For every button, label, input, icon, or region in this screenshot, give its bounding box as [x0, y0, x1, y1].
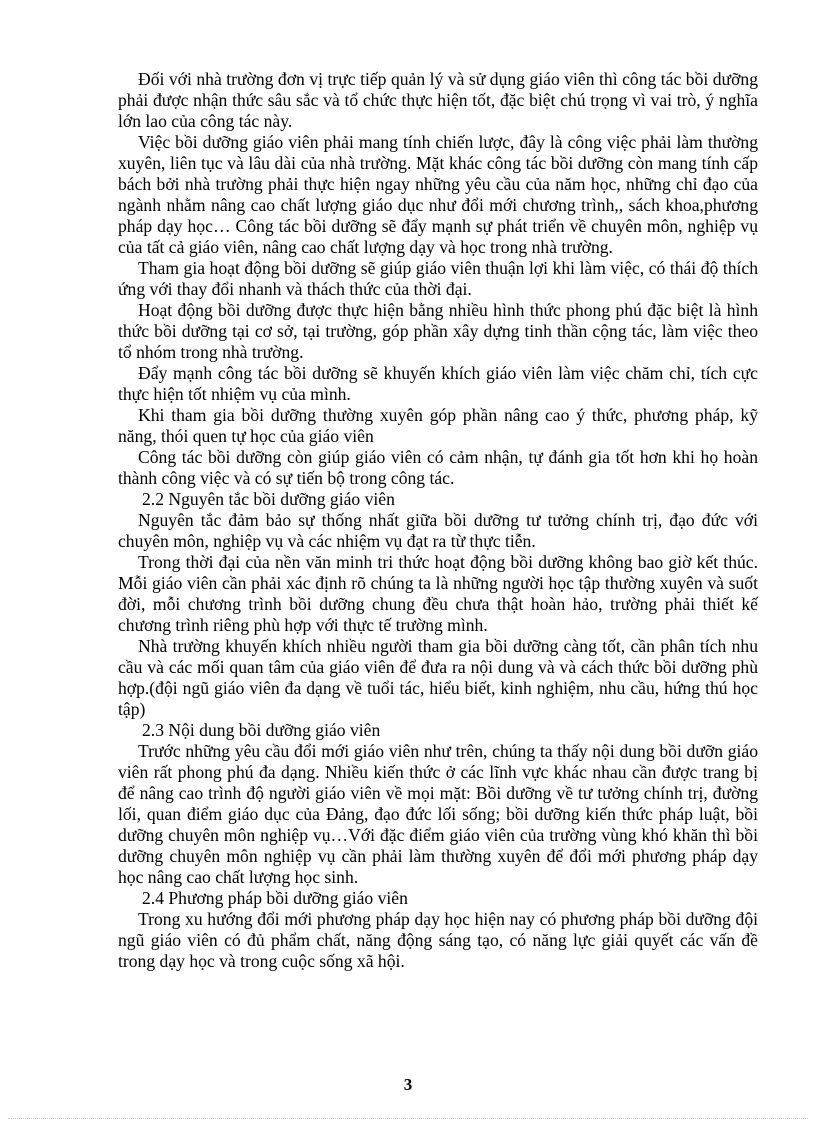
section-heading-2-3: 2.3 Nội dung bồi dưỡng giáo viên [142, 720, 381, 740]
page-number: 3 [403, 1075, 413, 1094]
paragraph: Nhà trường khuyến khích nhiều người tham gia bồi dưỡng càng tốt, cần phân tích nhu cầu và các mối quan tâm của giáo viên để đưa ra nội dung và và cách thức bồi dưỡng phù hợp.(đội ngũ giáo viên đa dạng về tuổi tác, hiểu biết, kinh nghiệm, nhu cầu, hứng thú học tập) [118, 636, 758, 719]
paragraph: Việc bồi dưỡng giáo viên phải mang tính chiến lược, đây là công việc phải làm thường xuyên, liên tục và lâu dài của nhà trường. Mặt khác công tác bồi dưỡng còn mang tính cấp bách bởi nhà trường phải thực hiện ngay những yêu cầu của năm học, những chỉ đạo của ngành nhằm nâng cao chất lượng giáo dục như đổi mới chương trình,, sách khoa,phương pháp dạy học… Công tác bồi dưỡng sẽ đẩy mạnh sự phát triển về chuyên môn, nghiệp vụ của tất cả giáo viên, nâng cao chất lượng dạy và học trong nhà trường. [118, 132, 758, 257]
paragraph: Hoạt động bồi dưỡng được thực hiện bằng nhiều hình thức phong phú đặc biệt là hình thức bồi dưỡng tại cơ sở, tại trường, góp phần xây dựng tinh thần cộng tác, làm việc theo tổ nhóm trong nhà trường. [118, 300, 758, 362]
paragraph: Nguyên tắc đảm bảo sự thống nhất giữa bồi dưỡng tư tưởng chính trị, đạo đức với chuyên môn, nghiệp vụ và các nhiệm vụ đạt ra từ thực tiễn. [118, 510, 758, 551]
paragraph: Khi tham gia bồi dưỡng thường xuyên góp phần nâng cao ý thức, phương pháp, kỹ năng, thói quen tự học của giáo viên [118, 405, 758, 446]
paragraph: Đối với nhà trường đơn vị trực tiếp quản lý và sử dụng giáo viên thì công tác bồi dưỡng phải được nhận thức sâu sắc và tổ chức thực hiện tốt, đặc biệt chú trọng vì vai trò, ý nghĩa lớn lao của công tác này. [118, 69, 758, 131]
document-body [118, 69, 758, 972]
paragraph: Công tác bồi dưỡng còn giúp giáo viên có cảm nhận, tự đánh gia tốt hơn khi họ hoàn thành công việc và có sự tiến bộ trong công tác. [118, 447, 758, 488]
section-heading-2-2: 2.2 Nguyên tắc bồi dưỡng giáo viên [142, 489, 395, 509]
section-heading-2-4: 2.4 Phương pháp bồi dưỡng giáo viên [142, 888, 408, 908]
paragraph: Đẩy mạnh công tác bồi dưỡng sẽ khuyến khích giáo viên làm việc chăm chỉ, tích cực thực hiện tốt nhiệm vụ của mình. [118, 363, 758, 404]
paragraph: Trong thời đại của nền văn minh tri thức hoạt động bồi dưỡng không bao giờ kết thúc. Mỗi giáo viên cần phải xác định rõ chúng ta là những người học tập thường xuyên và suốt đời, mỗi chương trình bồi dưỡng chung đều chưa thật hoàn hảo, trường phải thiết kế chương trình riêng phù hợp với thực tế trường mình. [118, 552, 758, 635]
paragraph: Trước những yêu cầu đổi mới giáo viên như trên, chúng ta thấy nội dung bồi dưỡn giáo viên rất phong phú đa dạng. Nhiều kiến thức ở các lĩnh vực khác nhau cần được trang bị để nâng cao trình độ người giáo viên về mọi mặt: Bồi dưỡng về tư tưởng chính trị, đường lối, quan điểm giáo dục của Đảng, đạo đức lối sống; bồi dưỡng kiến thức pháp luật, bồi dưỡng chuyên môn nghiệp vụ…Với đặc điểm giáo viên của trường vùng khó khăn thì bồi dưỡng chuyên môn nghiệp vụ cần phải làm thường xuyên để đổi mới phương pháp dạy học nâng cao chất lượng học sinh. [118, 741, 758, 887]
paragraph: Trong xu hướng đổi mới phương pháp dạy học hiện nay có phương pháp bồi dưỡng đội ngũ giáo viên có đủ phẩm chất, năng động sáng tạo, có năng lực giải quyết các vấn đề trong dạy học và trong cuộc sống xã hội. [118, 909, 758, 971]
page-bottom-divider [8, 1118, 808, 1119]
paragraph: Tham gia hoạt động bồi dưỡng sẽ giúp giáo viên thuận lợi khi làm việc, có thái độ thích ứng với thay đổi nhanh và thách thức của thời đại. [118, 258, 758, 299]
